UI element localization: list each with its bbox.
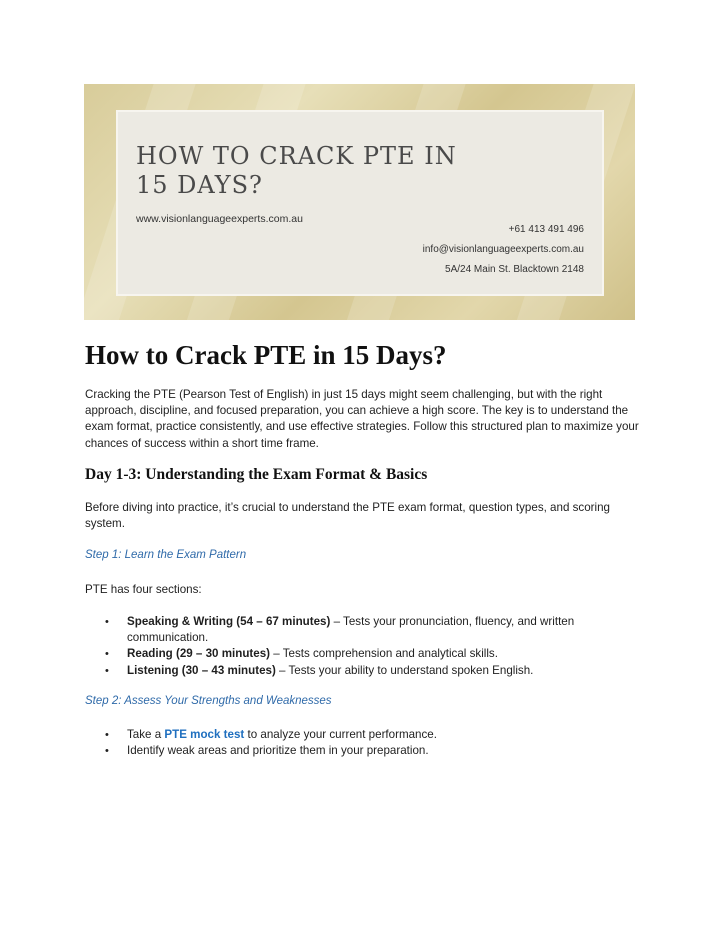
banner-address: 5A/24 Main St. Blacktown 2148: [445, 264, 584, 275]
list-item-bold: Speaking & Writing (54 – 67 minutes): [127, 615, 331, 628]
list-item-text: to analyze your current performance.: [244, 728, 437, 741]
banner-card: [116, 110, 604, 296]
hero-banner-image: [84, 84, 635, 320]
step-1-heading: Step 1: Learn the Exam Pattern: [85, 549, 247, 561]
list-item: [85, 614, 625, 646]
list-item: [85, 743, 625, 759]
list-item: [85, 646, 625, 662]
section-intro-paragraph: Before diving into practice, it’s crucial to understand the PTE exam format, question types, and scoring system.: [85, 501, 610, 531]
list-item: [85, 663, 625, 679]
list-item-text: – Tests your pronunciation, fluency, and written communication.: [127, 615, 575, 645]
banner-contact: [423, 220, 584, 280]
pte-mock-test-link[interactable]: PTE mock test: [164, 728, 245, 741]
bullet-icon: •: [105, 616, 109, 628]
banner-email: info@visionlanguageexperts.com.au: [422, 244, 584, 255]
bullet-icon: •: [105, 745, 109, 758]
list-item-text: – Tests comprehension and analytical skills.: [270, 647, 498, 661]
list-item-text: Identify weak areas and prioritize them in your preparation.: [127, 744, 429, 758]
step-1-lead: PTE has four sections:: [85, 583, 202, 596]
bullet-icon: •: [105, 664, 109, 677]
intro-paragraph: Cracking the PTE (Pearson Test of English) in just 15 days might seem challenging, but with the right approach, discipline, and focused preparation, you can achieve a high score. The key is to understand the exam format, practice consistently, and use effective strategies. Follow this structured plan to maximize your chances of success within a short time frame.: [85, 388, 639, 450]
bullet-icon: •: [105, 729, 109, 741]
list-item-bold: Listening (30 – 43 minutes): [127, 663, 276, 677]
banner-phone: +61 413 491 496: [508, 224, 584, 235]
step-2-heading: Step 2: Assess Your Strengths and Weaknesses: [85, 695, 332, 707]
banner-title: HOW TO CRACK PTE IN 15 DAYS?: [136, 142, 457, 199]
bullet-icon: •: [105, 648, 109, 661]
list-item-text: Take a: [127, 728, 165, 741]
list-item: [85, 727, 625, 743]
list-item-bold: Reading (29 – 30 minutes): [127, 647, 271, 661]
page-title: How to Crack PTE in 15 Days?: [85, 340, 447, 370]
assessment-list: [85, 727, 625, 759]
list-item-text: – Tests your ability to understand spoken English.: [275, 663, 534, 677]
section-heading-day-1-3: Day 1-3: Understanding the Exam Format & Basics: [85, 466, 428, 483]
exam-sections-list: [85, 614, 625, 679]
banner-website: www.visionlanguageexperts.com.au: [136, 213, 303, 225]
